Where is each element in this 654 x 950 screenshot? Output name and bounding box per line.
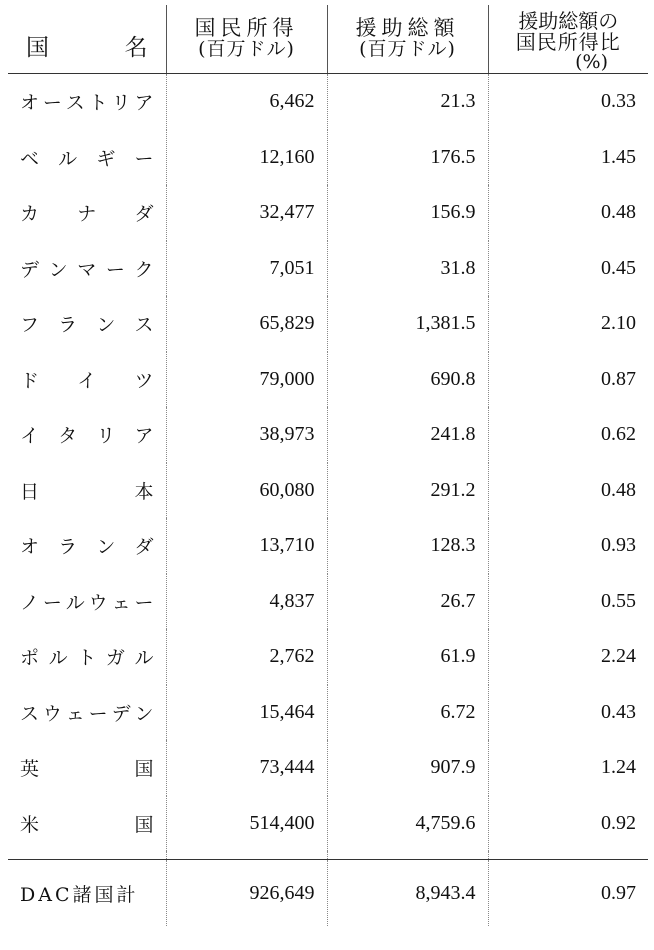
header-country-char: 国 <box>26 35 51 61</box>
aid-total-cell: 1,381.5 <box>327 296 488 352</box>
country-name-char: ー <box>42 591 62 614</box>
country-name-char: ン <box>134 702 154 725</box>
country-name-char: カ <box>20 203 40 226</box>
aid-total-cell: 61.9 <box>327 629 488 685</box>
country-name-char: ポ <box>20 647 40 670</box>
country-name-char: ラ <box>58 536 78 559</box>
country-name-cell <box>8 296 166 352</box>
country-name-char: ト <box>77 647 97 670</box>
table-row <box>8 629 648 685</box>
country-name-cell <box>8 352 166 408</box>
country-name-char: ウ <box>88 591 108 614</box>
country-name-char: ー <box>88 702 108 725</box>
country-name-char: イ <box>77 369 97 392</box>
country-name-char: オ <box>20 536 40 559</box>
country-name-char: ギ <box>96 147 116 170</box>
country-name-char: ツ <box>134 369 154 392</box>
dac-aid-table <box>8 5 648 926</box>
country-name-char: ー <box>134 147 154 170</box>
country-name-char: 米 <box>20 813 40 836</box>
aid-total-cell: 31.8 <box>327 241 488 297</box>
national-income-cell: 38,973 <box>166 407 327 463</box>
national-income-cell: 79,000 <box>166 352 327 408</box>
table-row <box>8 740 648 796</box>
spacer-cell <box>166 851 327 860</box>
total-national-income-cell: 926,649 <box>166 860 327 927</box>
total-name-label: DAC諸国計 <box>20 883 139 906</box>
table-row <box>8 796 648 852</box>
table-row <box>8 685 648 741</box>
table-row <box>8 352 648 408</box>
country-name-char: ナ <box>77 203 97 226</box>
country-name-char: ー <box>105 258 125 281</box>
aid-total-cell: 6.72 <box>327 685 488 741</box>
aid-ratio-cell: 0.45 <box>488 241 648 297</box>
table-row <box>8 296 648 352</box>
total-spacer-row <box>8 851 648 860</box>
total-row <box>8 860 648 927</box>
country-name-char: 国 <box>134 813 154 836</box>
spacer-cell <box>8 851 166 860</box>
table-header <box>8 5 648 74</box>
aid-ratio-cell: 0.43 <box>488 685 648 741</box>
aid-total-cell: 176.5 <box>327 130 488 186</box>
header-country <box>8 5 166 74</box>
country-name-char: ダ <box>134 203 154 226</box>
aid-total-cell: 26.7 <box>327 574 488 630</box>
country-name-char: ス <box>20 702 40 725</box>
header-aid-total-unit: (百万ドル) <box>359 38 456 60</box>
country-name-char: ガ <box>105 647 125 670</box>
country-name-char: 日 <box>20 480 40 503</box>
country-name-char: ト <box>88 92 108 115</box>
country-name-char: デ <box>111 702 131 725</box>
aid-ratio-cell: 0.87 <box>488 352 648 408</box>
header-aid-ratio <box>488 5 648 74</box>
country-name-char: 国 <box>134 758 154 781</box>
aid-total-cell: 128.3 <box>327 518 488 574</box>
country-name-char: ー <box>42 92 62 115</box>
country-name-char: ン <box>96 536 116 559</box>
country-name-char: リ <box>111 92 131 115</box>
header-country-char: 名 <box>124 35 150 61</box>
table-row <box>8 518 648 574</box>
aid-ratio-cell: 2.10 <box>488 296 648 352</box>
country-name-cell <box>8 74 166 130</box>
header-national-income <box>166 5 327 74</box>
aid-total-cell: 291.2 <box>327 463 488 519</box>
aid-total-cell: 4,759.6 <box>327 796 488 852</box>
country-name-char: ー <box>134 591 154 614</box>
national-income-cell: 32,477 <box>166 185 327 241</box>
country-name-cell <box>8 740 166 796</box>
table-row <box>8 574 648 630</box>
header-aid-ratio-line1: 援助総額の <box>518 9 619 33</box>
aid-ratio-cell: 0.48 <box>488 463 648 519</box>
spacer-cell <box>327 851 488 860</box>
country-name-char: ン <box>96 314 116 337</box>
table-row <box>8 463 648 519</box>
country-name-char: ン <box>48 258 68 281</box>
country-name-char: ル <box>48 647 68 670</box>
country-name-char: 英 <box>20 758 40 781</box>
country-name-char: ス <box>134 314 154 337</box>
total-name-cell <box>8 860 166 927</box>
header-aid-ratio-line2: 国民所得比 <box>515 30 621 54</box>
aid-ratio-cell: 0.62 <box>488 407 648 463</box>
country-name-char: タ <box>58 425 78 448</box>
country-name-cell <box>8 185 166 241</box>
table-row <box>8 185 648 241</box>
country-name-cell <box>8 796 166 852</box>
header-aid-total <box>327 5 488 74</box>
country-name-cell <box>8 130 166 186</box>
national-income-cell: 6,462 <box>166 74 327 130</box>
aid-ratio-cell: 0.48 <box>488 185 648 241</box>
table-body <box>8 74 648 927</box>
country-name-cell <box>8 463 166 519</box>
national-income-cell: 13,710 <box>166 518 327 574</box>
country-name-cell <box>8 241 166 297</box>
aid-ratio-cell: 1.24 <box>488 740 648 796</box>
country-name-char: ア <box>134 92 154 115</box>
country-name-cell <box>8 518 166 574</box>
country-name-cell <box>8 685 166 741</box>
country-name-char: ル <box>65 591 85 614</box>
national-income-cell: 12,160 <box>166 130 327 186</box>
aid-total-cell: 907.9 <box>327 740 488 796</box>
header-national-income-label: 国民所得 <box>194 16 299 40</box>
aid-ratio-cell: 0.55 <box>488 574 648 630</box>
national-income-cell: 4,837 <box>166 574 327 630</box>
country-name-char: ウ <box>42 702 62 725</box>
country-name-char: オ <box>20 92 40 115</box>
country-name-cell <box>8 629 166 685</box>
aid-total-cell: 21.3 <box>327 74 488 130</box>
country-name-char: ク <box>134 258 154 281</box>
header-national-income-unit: (百万ドル) <box>198 38 295 60</box>
aid-ratio-cell: 0.92 <box>488 796 648 852</box>
country-name-char: ラ <box>58 314 78 337</box>
aid-ratio-cell: 0.33 <box>488 74 648 130</box>
national-income-cell: 2,762 <box>166 629 327 685</box>
aid-total-cell: 690.8 <box>327 352 488 408</box>
aid-ratio-cell: 1.45 <box>488 130 648 186</box>
total-aid-ratio-cell: 0.97 <box>488 860 648 927</box>
national-income-cell: 60,080 <box>166 463 327 519</box>
country-name-char: マ <box>77 258 97 281</box>
table-row <box>8 241 648 297</box>
country-name-char: リ <box>96 425 116 448</box>
national-income-cell: 15,464 <box>166 685 327 741</box>
country-name-char: ェ <box>111 591 131 614</box>
country-name-char: ェ <box>65 702 85 725</box>
national-income-cell: 7,051 <box>166 241 327 297</box>
country-name-char: ダ <box>134 536 154 559</box>
country-name-cell <box>8 407 166 463</box>
header-aid-ratio-unit: (%) <box>575 51 608 73</box>
aid-ratio-cell: 0.93 <box>488 518 648 574</box>
country-name-char: フ <box>20 314 40 337</box>
aid-total-cell: 241.8 <box>327 407 488 463</box>
header-aid-total-label: 援助総額 <box>355 16 460 40</box>
country-name-cell <box>8 574 166 630</box>
national-income-cell: 65,829 <box>166 296 327 352</box>
country-name-char: ベ <box>20 147 40 170</box>
country-name-char: 本 <box>134 480 154 503</box>
national-income-cell: 73,444 <box>166 740 327 796</box>
country-name-char: ア <box>134 425 154 448</box>
aid-ratio-cell: 2.24 <box>488 629 648 685</box>
country-name-char: デ <box>20 258 40 281</box>
spacer-cell <box>488 851 648 860</box>
country-name-char: ル <box>134 647 154 670</box>
table-row <box>8 74 648 130</box>
country-name-char: ド <box>20 369 40 392</box>
country-name-char: ノ <box>20 591 40 614</box>
aid-total-cell: 156.9 <box>327 185 488 241</box>
country-name-char: ス <box>65 92 85 115</box>
total-aid-total-cell: 8,943.4 <box>327 860 488 927</box>
country-name-char: ル <box>58 147 78 170</box>
table-row <box>8 407 648 463</box>
national-income-cell: 514,400 <box>166 796 327 852</box>
country-name-char: イ <box>20 425 40 448</box>
table-row <box>8 130 648 186</box>
